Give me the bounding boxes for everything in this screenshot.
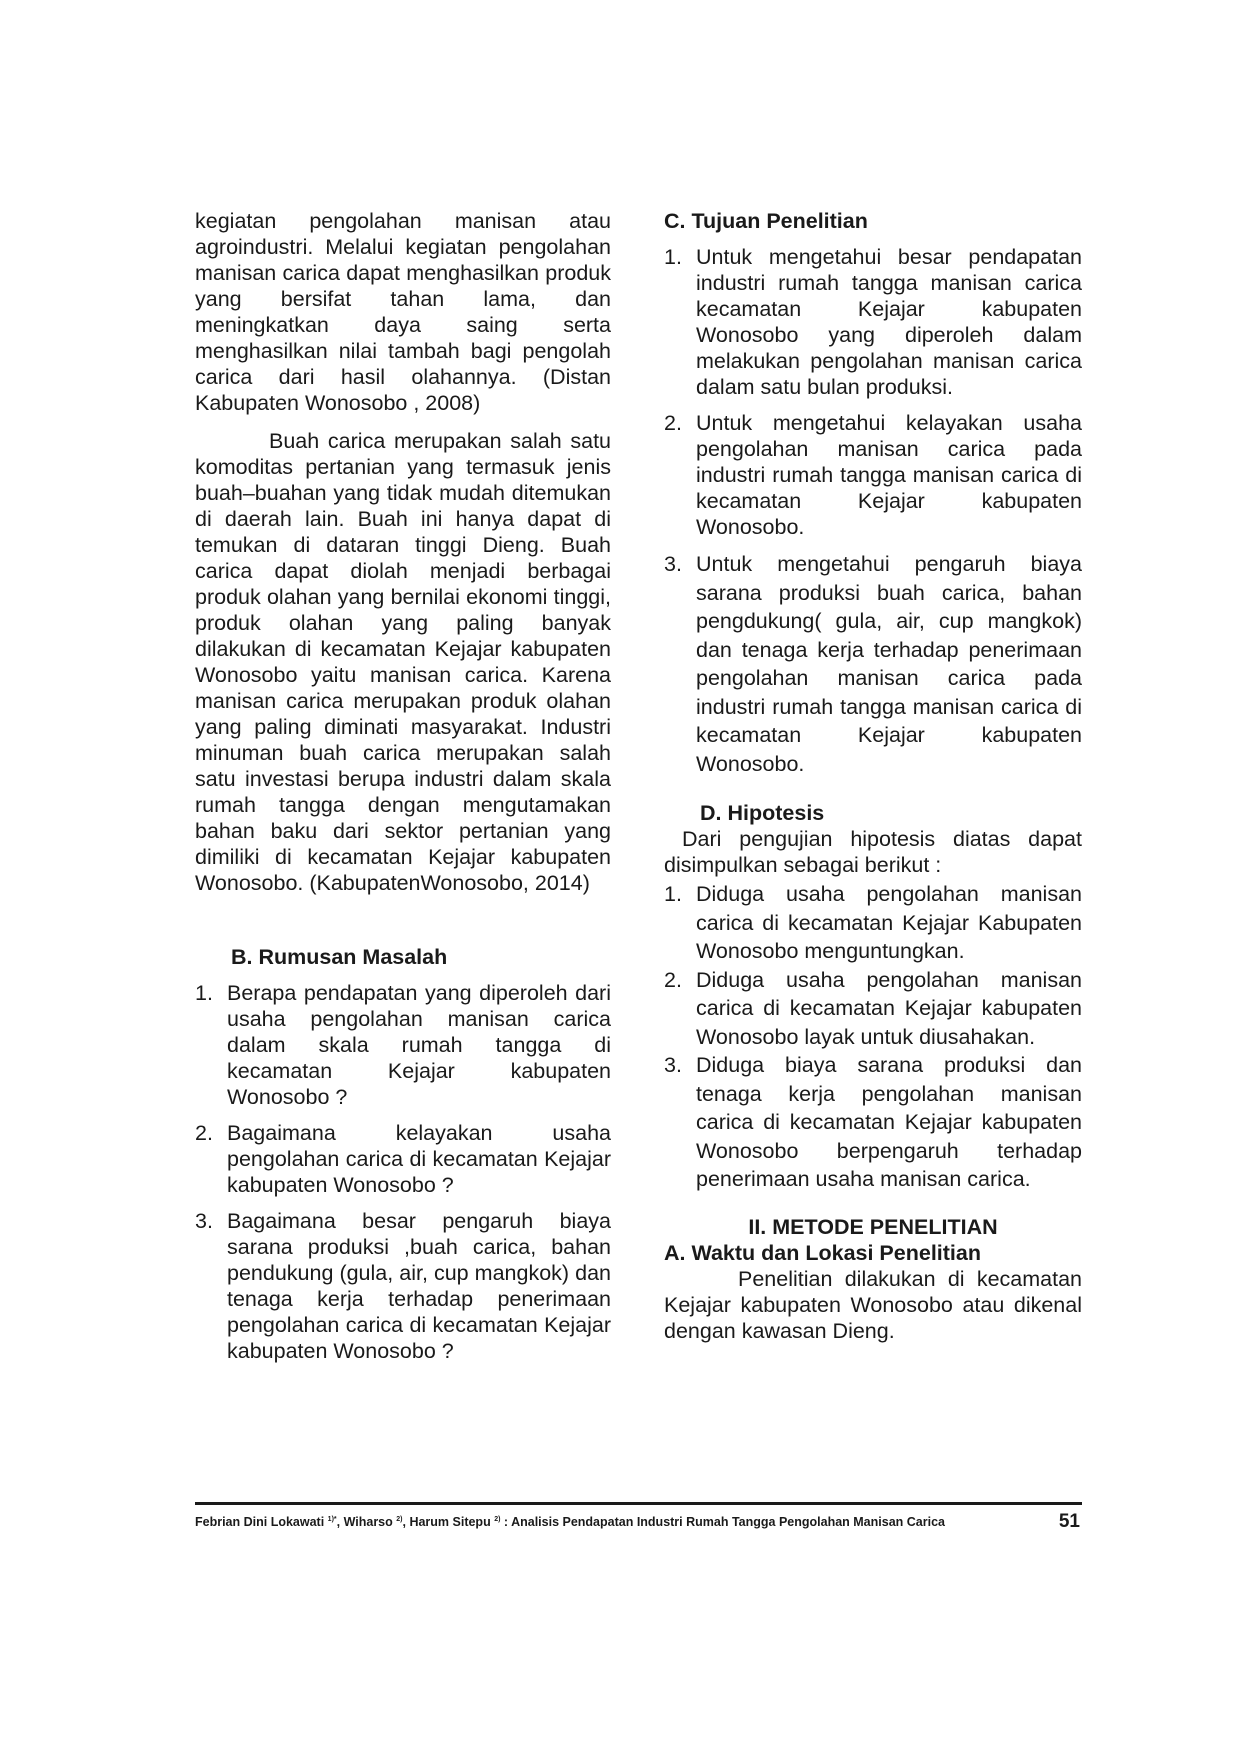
subheading-waktu-lokasi: A. Waktu dan Lokasi Penelitian bbox=[664, 1240, 981, 1265]
hipotesis-intro: Dari pengujian hipotesis diatas dapat disimpulkan sebagai berikut : bbox=[664, 827, 1082, 877]
paragraph-metode: Penelitian dilakukan di kecamatan Kejajar kabupaten Wonosobo atau dikenal dengan kawasan Dieng. bbox=[664, 1266, 1082, 1343]
footer-citation: Febrian Dini Lokawati $^{1)*}$, Wiharso $^{2)}$, Harum Sitepu $^{2)}$ : Analisis Pendapatan Industri Rumah Tangga Pengolahan Manisan Carica bbox=[195, 1515, 945, 1529]
list-item: 1. Diduga usaha pengolahan manisan carica di kecamatan Kejajar Kabupaten Wonosobo menguntungkan. bbox=[664, 882, 1082, 963]
list-item: 1. Berapa pendapatan yang diperoleh dari usaha pengolahan manisan carica dalam skala rumah tangga di kecamatan Kejajar kabupaten Wonosobo ? bbox=[195, 981, 611, 1109]
list-item: 3. Untuk mengetahui pengaruh biaya sarana produksi buah carica, bahan pengdukung( gula, air, cup mangkok) dan tenaga kerja terhadap penerimaan pengolahan manisan carica pada industri rumah tangga manisan carica di kecamatan Kejajar kabupaten Wonosobo. bbox=[664, 552, 1082, 776]
hipotesis-list bbox=[664, 880, 1082, 1194]
list-item: 2. Untuk mengetahui kelayakan usaha pengolahan manisan carica pada industri rumah tangga manisan carica di kecamatan Kejajar kabupaten Wonosobo. bbox=[664, 411, 1082, 539]
page-footer bbox=[195, 1502, 1082, 1532]
heading-rumusan-masalah: B. Rumusan Masalah bbox=[231, 945, 448, 969]
paragraph-buah-carica: Buah carica merupakan salah satu komoditas pertanian yang termasuk jenis buah–buahan yang tidak mudah ditemukan di daerah lain. Buah ini hanya dapat di temukan di dataran tinggi Dieng. Buah carica dapat diolah menjadi berbagai produk olahan yang bernilai ekonomi tinggi, produk olahan yang paling banyak dilakukan di kecamatan Kejajar kabupaten Wonosobo yaitu manisan carica. Karena manisan carica merupakan produk olahan yang paling diminati masyarakat. Industri minuman buah carica merupakan salah satu investasi berupa industri dalam skala rumah tangga dengan mengutamakan bahan baku dari sektor pertanian yang dimiliki di kecamatan Kejajar kabupaten Wonosobo. (KabupatenWonosobo, 2014) bbox=[195, 429, 611, 895]
heading-hipotesis: D. Hipotesis bbox=[700, 801, 825, 825]
list-item: 2. Bagaimana kelayakan usaha pengolahan carica di kecamatan Kejajar kabupaten Wonosobo ? bbox=[195, 1121, 611, 1197]
tujuan-list bbox=[664, 244, 1082, 778]
rumusan-list bbox=[195, 980, 611, 1364]
right-column bbox=[664, 208, 1082, 1344]
left-column bbox=[195, 208, 611, 1364]
paragraph-agroindustri: kegiatan pengolahan manisan atau agroindustri. Melalui kegiatan pengolahan manisan carica dapat menghasilkan produk yang bersifat tahan lama, dan meningkatkan daya saing serta menghasilkan nilai tambah bagi pengolah carica dari hasil olahannya. (Distan Kabupaten Wonosobo , 2008) bbox=[195, 209, 611, 415]
list-item: 3. Bagaimana besar pengaruh biaya sarana produksi ,buah carica, bahan pendukung (gula, air, cup mangkok) dan tenaga kerja terhadap penerimaan pengolahan carica di kecamatan Kejajar kabupaten Wonosobo ? bbox=[195, 1209, 611, 1363]
heading-metode-penelitian: II. METODE PENELITIAN bbox=[748, 1214, 998, 1239]
list-item: 3. Diduga biaya sarana produksi dan tenaga kerja pengolahan manisan carica di kecamatan Kejajar kabupaten Wonosobo berpengaruh terhadap penerimaan usaha manisan carica. bbox=[664, 1053, 1082, 1191]
list-item: 2. Diduga usaha pengolahan manisan carica di kecamatan Kejajar kabupaten Wonosobo layak untuk diusahakan. bbox=[664, 967, 1082, 1049]
heading-tujuan-penelitian: C. Tujuan Penelitian bbox=[664, 209, 868, 233]
list-item: 1. Untuk mengetahui besar pendapatan industri rumah tangga manisan carica kecamatan Kejajar kabupaten Wonosobo yang diperoleh dalam melakukan pengolahan manisan carica dalam satu bulan produksi. bbox=[664, 245, 1082, 399]
page-number: 51 bbox=[1058, 1511, 1080, 1532]
